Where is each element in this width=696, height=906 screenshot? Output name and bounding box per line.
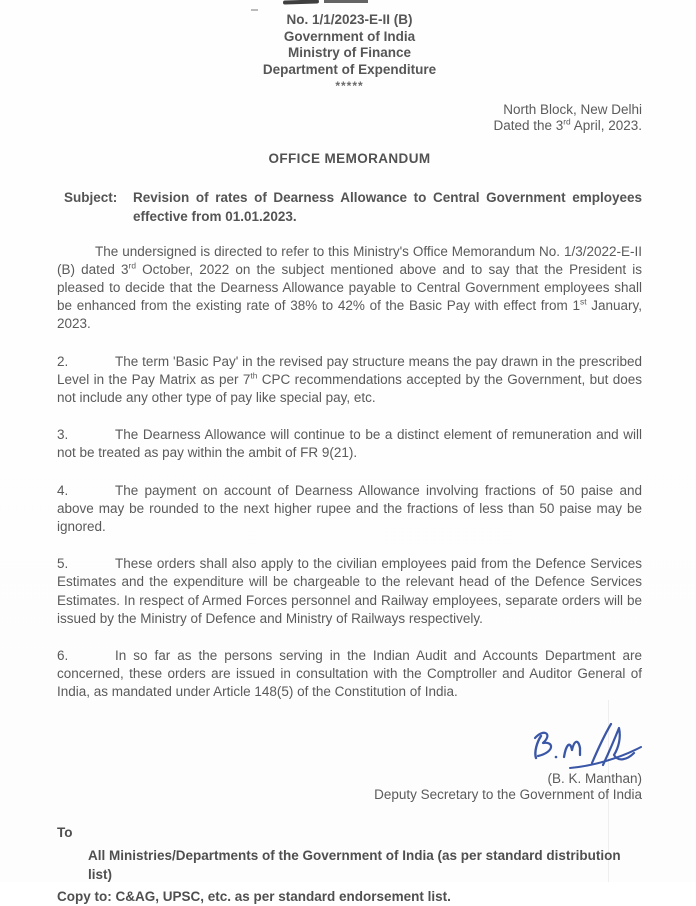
org-line-government: Government of India xyxy=(283,28,416,44)
document-title: OFFICE MEMORANDUM xyxy=(268,150,431,166)
paragraph-5 xyxy=(57,555,642,628)
signature-block xyxy=(57,721,642,804)
subject-label: Subject: xyxy=(64,189,118,205)
paragraph-6-text: In so far as the persons serving in the Indian Audit and Accounts Department are concerned, these orders are issued in consultation with the Comptroller and Auditor General of India, as mandated under Article 148(5) of the Constitution of India. xyxy=(57,647,642,700)
paragraph-2 xyxy=(57,353,642,408)
paragraph-3 xyxy=(57,426,642,462)
paragraph-4-text: The payment on account of Dearness Allowance involving fractions of 50 paise and above may be rounded to the next higher rupee and the fractions of less than 50 paise may be ignored. xyxy=(57,482,642,534)
paragraph-1-text: The undersigned is directed to refer to this Ministry's Office Memorandum No. 1/3/2022-E-II (B) dated 3rd October, 2022 on the subject mentioned above and to say that the President is pleased to decide that the Dearness Allowance payable to Central Government employees shall be enhanced from the existing rate of 38% to 42% of the Basic Pay with effect from 1st January, 2023. xyxy=(57,243,643,332)
paragraph-4 xyxy=(57,482,642,537)
org-line-ministry: Ministry of Finance xyxy=(287,45,412,60)
paragraph-6-number: 6. xyxy=(57,647,69,663)
place-line: North Block, New Delhi xyxy=(503,101,642,117)
scan-artifact xyxy=(283,0,319,5)
paragraph-5-number: 5. xyxy=(57,556,69,572)
distribution-line: All Ministries/Departments of the Government of India (as per standard distribution list) xyxy=(88,847,621,882)
org-line-department: Department of Expenditure xyxy=(262,61,437,77)
place-date-block xyxy=(57,102,642,135)
paragraph-6 xyxy=(57,647,642,702)
copy-line: Copy to: C&AG, UPSC, etc. as per standard endorsement list. xyxy=(57,888,451,904)
paragraph-2-text: The term 'Basic Pay' in the revised pay structure means the pay drawn in the prescribed Level in the Pay Matrix as per 7th CPC recommendations accepted by the Government, but does not include any other type of pay like special pay, etc. xyxy=(57,353,643,405)
to-label: To xyxy=(57,824,73,840)
separator-stars: ***** xyxy=(335,79,364,93)
handwritten-signature-icon xyxy=(526,721,654,771)
reference-number: No. 1/1/2023-E-II (B) xyxy=(286,12,413,27)
scan-edge-line xyxy=(608,700,609,882)
paragraph-4-number: 4. xyxy=(57,482,69,498)
paragraph-5-text: These orders shall also apply to the civilian employees paid from the Defence Services Estimates and the expenditure will be chargeable to the relevant head of the Defence Services Estimates. In respect of Armed Forces personnel and Railway employees, separate orders will be issued by the Ministry of Defence and Ministry of Railways respectively. xyxy=(57,556,642,626)
scan-artifact xyxy=(251,9,258,11)
paragraph-1 xyxy=(57,243,642,334)
letterhead xyxy=(57,12,642,95)
date-line: Dated the 3rd April, 2023. xyxy=(493,116,642,133)
paragraph-3-text: The Dearness Allowance will continue to be a distinct element of remuneration and will not be treated as pay within the ambit of FR 9(21). xyxy=(57,427,642,461)
paragraph-3-number: 3. xyxy=(57,427,69,443)
signatory-name: (B. K. Manthan) xyxy=(547,770,642,786)
subject-block xyxy=(57,188,642,226)
paragraph-2-number: 2. xyxy=(57,353,69,369)
scan-artifact xyxy=(324,0,368,3)
signatory-designation: Deputy Secretary to the Government of India xyxy=(374,787,642,803)
subject-text: Revision of rates of Dearness Allowance to Central Government employees effective from 01.01.2023. xyxy=(133,189,642,224)
